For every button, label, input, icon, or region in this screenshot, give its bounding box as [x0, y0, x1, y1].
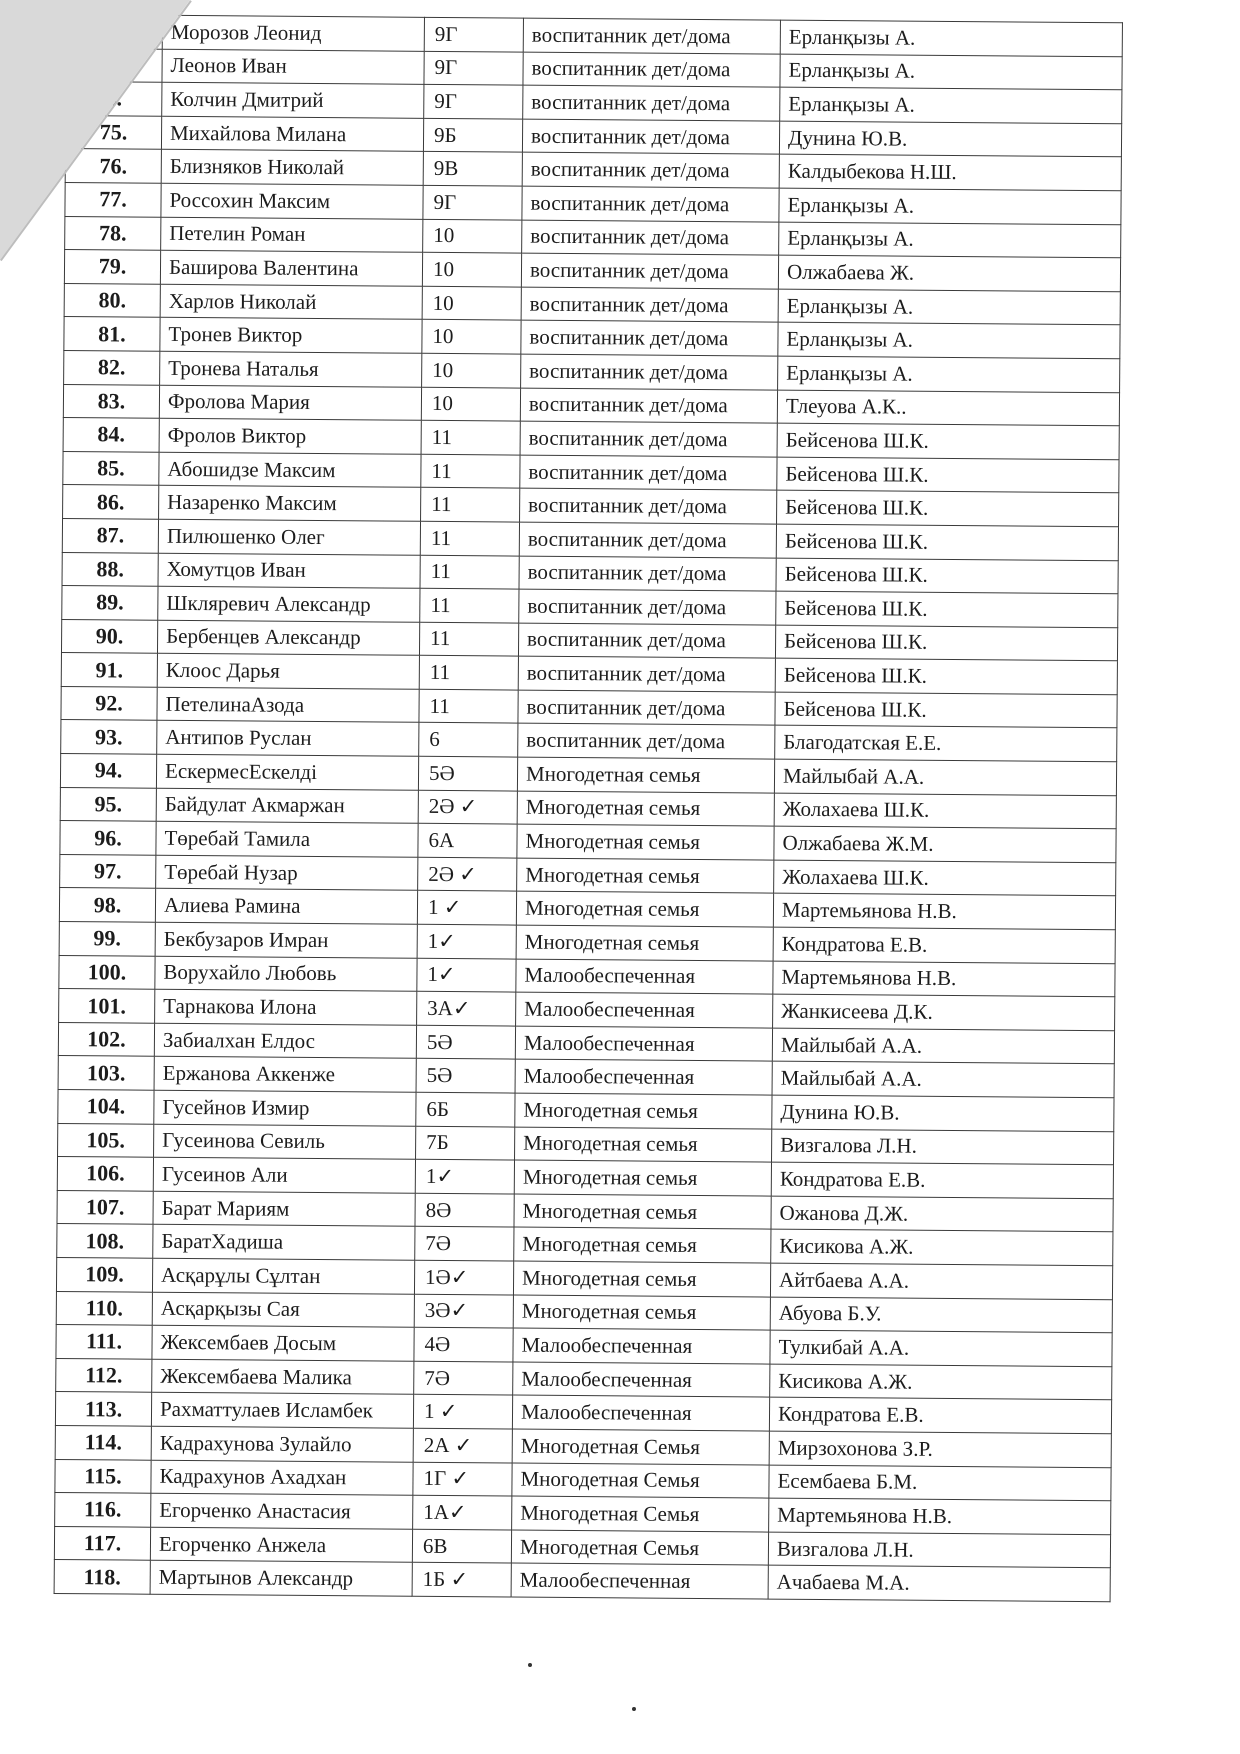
row-number: 90.	[61, 619, 157, 653]
teacher-cell: Кондратова Е.В.	[773, 927, 1115, 963]
student-name: Шкляревич Александр	[158, 586, 420, 622]
category-cell: Малообеспеченная	[511, 1563, 768, 1599]
teacher-cell: Бейсенова Ш.К.	[775, 625, 1117, 661]
category-cell: Малообеспеченная	[516, 959, 773, 995]
class-cell: 1✓	[417, 958, 516, 992]
class-cell: 9Г	[424, 85, 523, 119]
category-cell: воспитанник дет/дома	[519, 522, 776, 558]
teacher-cell: Бейсенова Ш.К.	[776, 524, 1118, 560]
class-cell: 4Ә	[414, 1327, 513, 1361]
student-name: Хомутцов Иван	[158, 553, 420, 589]
category-cell: воспитанник дет/дома	[520, 488, 777, 524]
category-cell: воспитанник дет/дома	[521, 287, 778, 323]
class-cell: 6	[419, 723, 518, 757]
row-number: 98.	[59, 888, 155, 922]
row-number: 117.	[54, 1526, 150, 1560]
row-number: 80.	[64, 283, 160, 317]
class-cell: 2А ✓	[413, 1428, 512, 1462]
table-row	[54, 1560, 1110, 1602]
row-number: 103.	[58, 1056, 154, 1090]
category-cell: Малообеспеченная	[512, 1395, 769, 1431]
class-cell: 1Б ✓	[412, 1563, 511, 1597]
category-cell: воспитанник дет/дома	[521, 253, 778, 289]
teacher-cell: Визгалова Л.Н.	[772, 1129, 1114, 1165]
student-name: Жексембаева Малика	[152, 1359, 414, 1395]
class-cell: 11	[419, 622, 518, 656]
student-name: Ворухайло Любовь	[155, 956, 417, 992]
teacher-cell: Мартемьянова Н.В.	[769, 1498, 1111, 1534]
student-name: Михайлова Милана	[161, 116, 423, 152]
row-number: 105.	[58, 1123, 154, 1157]
teacher-cell: Майлыбай А.А.	[772, 1028, 1114, 1064]
teacher-cell: Бейсенова Ш.К.	[777, 490, 1119, 526]
teacher-cell: Жолахаева Ш.К.	[774, 860, 1116, 896]
row-number: 102.	[58, 1022, 154, 1056]
category-cell: Многодетная Семья	[511, 1530, 768, 1566]
class-cell: 2Ә ✓	[418, 790, 517, 824]
student-name: Гусеинов Али	[153, 1157, 415, 1193]
teacher-cell: Майлыбай А.А.	[774, 759, 1116, 795]
category-cell: Многодетная семья	[514, 1194, 771, 1230]
student-name: Харлов Николай	[160, 284, 422, 320]
teacher-cell: Визгалова Л.Н.	[768, 1532, 1110, 1568]
class-cell: 11	[420, 588, 519, 622]
row-number: 114.	[55, 1425, 151, 1459]
row-number: 111.	[56, 1325, 152, 1359]
student-name: Егорченко Анастасия	[151, 1493, 413, 1529]
row-number: 109.	[56, 1257, 152, 1291]
category-cell: Многодетная семья	[514, 1227, 771, 1263]
class-cell: 11	[421, 454, 520, 488]
category-cell: Малообеспеченная	[515, 1059, 772, 1095]
category-cell: воспитанник дет/дома	[522, 220, 779, 256]
category-cell: воспитанник дет/дома	[522, 186, 779, 222]
student-name: Баширова Валентина	[160, 250, 422, 286]
student-name: Төребай Тамила	[156, 821, 418, 857]
class-cell: 10	[422, 286, 521, 320]
student-name: Россохин Максим	[161, 183, 423, 219]
teacher-cell: Мартемьянова Н.В.	[773, 894, 1115, 930]
class-cell: 6Б	[416, 1092, 515, 1126]
row-number: 96.	[60, 821, 156, 855]
category-cell: воспитанник дет/дома	[518, 724, 775, 760]
category-cell: Многодетная семья	[513, 1295, 770, 1331]
class-cell: 10	[422, 252, 521, 286]
teacher-cell: Бейсенова Ш.К.	[776, 591, 1118, 627]
class-cell: 1 ✓	[417, 891, 516, 925]
student-name: Асқарқызы Сая	[152, 1292, 414, 1328]
row-number: 85.	[63, 451, 159, 485]
row-number: 112.	[56, 1358, 152, 1392]
teacher-cell: Тлеуова А.К..	[777, 390, 1119, 426]
student-name: Морозов Леонид	[162, 15, 424, 51]
category-cell: воспитанник дет/дома	[521, 354, 778, 390]
class-cell: 7Ә	[415, 1227, 514, 1261]
category-cell: воспитанник дет/дома	[519, 589, 776, 625]
student-name: Гусейнов Измир	[154, 1090, 416, 1126]
row-number: 88.	[62, 552, 158, 586]
class-cell: 10	[421, 387, 520, 421]
row-number: 104.	[58, 1089, 154, 1123]
class-cell: 7Ә	[414, 1361, 513, 1395]
row-number: 100.	[59, 955, 155, 989]
category-cell: воспитанник дет/дома	[523, 18, 780, 54]
class-cell: 1А✓	[413, 1495, 512, 1529]
teacher-cell: Калдыбекова Н.Ш.	[779, 154, 1121, 190]
category-cell: Многодетная семья	[515, 1127, 772, 1163]
student-name: Колчин Дмитрий	[162, 82, 424, 118]
row-number: 107.	[57, 1190, 153, 1224]
student-name: Барат Мариям	[153, 1191, 415, 1227]
student-name: Кадрахунов Ахадхан	[151, 1460, 413, 1496]
row-number: 94.	[60, 754, 156, 788]
row-number: 113.	[55, 1392, 151, 1426]
category-cell: Многодетная семья	[516, 925, 773, 961]
row-number: 95.	[60, 787, 156, 821]
teacher-cell: Тулкибай А.А.	[770, 1330, 1112, 1366]
row-number: 78.	[65, 216, 161, 250]
class-cell: 7Б	[416, 1126, 515, 1160]
row-number: 75.	[65, 115, 161, 149]
class-cell: 5Ә	[416, 1059, 515, 1093]
class-cell: 1Ә✓	[414, 1260, 513, 1294]
row-number: 76.	[65, 149, 161, 183]
student-name: Фролова Мария	[159, 385, 421, 421]
category-cell: Малообеспеченная	[513, 1328, 770, 1364]
category-cell: Многодетная семья	[516, 892, 773, 928]
scan-speck	[528, 1663, 532, 1667]
student-name: Антипов Руслан	[157, 721, 419, 757]
row-number: 89.	[62, 586, 158, 620]
student-name: Абошидзе Максим	[159, 452, 421, 488]
teacher-cell: Кисикова А.Ж.	[770, 1364, 1112, 1400]
student-name: Близняков Николай	[161, 150, 423, 186]
class-cell: 10	[423, 219, 522, 253]
student-name: Төребай Нузар	[156, 855, 418, 891]
row-number: 110.	[56, 1291, 152, 1325]
teacher-cell: Ерланқызы А.	[779, 188, 1121, 224]
category-cell: воспитанник дет/дома	[520, 421, 777, 457]
category-cell: Многодетная семья	[515, 1093, 772, 1129]
row-number: 79.	[64, 250, 160, 284]
row-number: 116.	[55, 1493, 151, 1527]
teacher-cell: Олжабаева Ж.	[778, 255, 1120, 291]
student-name: Тронева Наталья	[160, 351, 422, 387]
student-name: Мартынов Александр	[150, 1561, 412, 1597]
row-number: 97.	[60, 854, 156, 888]
category-cell: Многодетная семья	[517, 858, 774, 894]
class-cell: 9В	[423, 152, 522, 186]
teacher-cell: Мартемьянова Н.В.	[773, 961, 1115, 997]
category-cell: воспитанник дет/дома	[523, 52, 780, 88]
class-cell: 11	[421, 420, 520, 454]
teacher-cell: Бейсенова Ш.К.	[775, 692, 1117, 728]
class-cell: 1✓	[415, 1159, 514, 1193]
row-number: 81.	[64, 317, 160, 351]
teacher-cell: Ерланқызы А.	[778, 289, 1120, 325]
row-number: 99.	[59, 922, 155, 956]
document-sheet	[54, 14, 1122, 1602]
teacher-cell: Бейсенова Ш.К.	[775, 658, 1117, 694]
category-cell: воспитанник дет/дома	[522, 119, 779, 155]
class-cell: 6А	[418, 824, 517, 858]
student-name: Петелин Роман	[161, 217, 423, 253]
class-cell: 9Г	[424, 17, 523, 51]
student-name: Забиалхан Елдос	[154, 1023, 416, 1059]
student-name: Бекбузаров Имран	[155, 922, 417, 958]
student-name: Ержанова Аккенже	[154, 1057, 416, 1093]
class-cell: 1✓	[417, 924, 516, 958]
class-cell: 5Ә	[418, 756, 517, 790]
teacher-cell: Ачабаева М.А.	[768, 1565, 1110, 1601]
teacher-cell: Благодатская Е.Е.	[775, 726, 1117, 762]
teacher-cell: Ожанова Д.Ж.	[771, 1196, 1113, 1232]
class-cell: 11	[421, 488, 520, 522]
student-name: Гусеинова Севиль	[154, 1124, 416, 1160]
row-number: 86.	[63, 485, 159, 519]
category-cell: воспитанник дет/дома	[518, 656, 775, 692]
category-cell: Малообеспеченная	[513, 1362, 770, 1398]
class-cell: 3А✓	[417, 992, 516, 1026]
category-cell: Многодетная семья	[514, 1160, 771, 1196]
student-table	[54, 14, 1123, 1602]
teacher-cell: Ерланқызы А.	[780, 54, 1122, 90]
teacher-cell: Бейсенова Ш.К.	[776, 558, 1118, 594]
class-cell: 3Ә✓	[414, 1294, 513, 1328]
student-name: Пилюшенко Олег	[158, 519, 420, 555]
student-name: Фролов Виктор	[159, 418, 421, 454]
class-cell: 9Г	[423, 185, 522, 219]
student-name: Назаренко Максим	[159, 486, 421, 522]
class-cell: 9Г	[424, 51, 523, 85]
row-number: 115.	[55, 1459, 151, 1493]
class-cell: 6В	[412, 1529, 511, 1563]
row-number: 77.	[65, 182, 161, 216]
student-name: Кадрахунова Зулайло	[151, 1426, 413, 1462]
class-cell: 10	[422, 320, 521, 354]
student-name: ПетелинаАзода	[157, 687, 419, 723]
teacher-cell: Есембаева Б.М.	[769, 1465, 1111, 1501]
teacher-cell: Ерланқызы А.	[778, 322, 1120, 358]
student-name: Бербенцев Александр	[157, 620, 419, 656]
teacher-cell: Дунина Ю.В.	[772, 1095, 1114, 1131]
row-number: 83.	[63, 384, 159, 418]
scan-speck	[632, 1707, 636, 1711]
class-cell: 8Ә	[415, 1193, 514, 1227]
teacher-cell: Бейсенова Ш.К.	[777, 457, 1119, 493]
category-cell: Многодетная семья	[517, 791, 774, 827]
teacher-cell: Кондратова Е.В.	[771, 1162, 1113, 1198]
student-name: Асқарұлы Сұлтан	[152, 1258, 414, 1294]
student-name: Жексембаев Досым	[152, 1325, 414, 1361]
teacher-cell: Айтбаева А.А.	[770, 1263, 1112, 1299]
row-number: 82.	[64, 350, 160, 384]
category-cell: воспитанник дет/дома	[522, 152, 779, 188]
student-name: Леонов Иван	[162, 49, 424, 85]
class-cell: 1Г ✓	[413, 1462, 512, 1496]
class-cell: 5Ә	[416, 1025, 515, 1059]
teacher-cell: Ерланқызы А.	[780, 20, 1122, 56]
teacher-cell: Абуова Б.У.	[770, 1297, 1112, 1333]
class-cell: 1 ✓	[413, 1395, 512, 1429]
teacher-cell: Ерланқызы А.	[778, 356, 1120, 392]
category-cell: воспитанник дет/дома	[523, 85, 780, 121]
student-name: БаратХадиша	[153, 1225, 415, 1261]
student-name: Тарнакова Илона	[155, 989, 417, 1025]
category-cell: воспитанник дет/дома	[518, 690, 775, 726]
teacher-cell: Дунина Ю.В.	[779, 121, 1121, 157]
row-number: 93.	[61, 720, 157, 754]
row-number: 118.	[54, 1560, 150, 1594]
category-cell: Многодетная семья	[517, 824, 774, 860]
row-number: 87.	[62, 518, 158, 552]
class-cell: 11	[420, 521, 519, 555]
category-cell: воспитанник дет/дома	[520, 388, 777, 424]
row-number: 106.	[57, 1157, 153, 1191]
class-cell: 10	[422, 353, 521, 387]
teacher-cell: Мирзохонова З.Р.	[769, 1431, 1111, 1467]
student-name: Байдулат Акмаржан	[156, 788, 418, 824]
teacher-cell: Ерланқызы А.	[779, 222, 1121, 258]
student-name: ЕскермесЕскелді	[156, 754, 418, 790]
category-cell: Многодетная Семья	[512, 1463, 769, 1499]
teacher-cell: Кисикова А.Ж.	[771, 1229, 1113, 1265]
category-cell: воспитанник дет/дома	[518, 623, 775, 659]
row-number: 92.	[61, 686, 157, 720]
category-cell: Многодетная Семья	[512, 1496, 769, 1532]
teacher-cell: Жолахаева Ш.К.	[774, 793, 1116, 829]
category-cell: воспитанник дет/дома	[519, 556, 776, 592]
row-number: 91.	[61, 653, 157, 687]
row-number: 4.	[66, 82, 162, 116]
row-number: 101.	[59, 989, 155, 1023]
row-number: 84.	[63, 418, 159, 452]
student-name: Рахматтулаев Исламбек	[151, 1393, 413, 1429]
student-name: Клоос Дарья	[157, 654, 419, 690]
teacher-cell: Ерланқызы А.	[780, 87, 1122, 123]
student-name: Егорченко Анжела	[150, 1527, 412, 1563]
row-number: 108.	[57, 1224, 153, 1258]
category-cell: Многодетная семья	[513, 1261, 770, 1297]
category-cell: Малообеспеченная	[516, 992, 773, 1028]
student-table-body	[54, 15, 1122, 1602]
class-cell: 11	[419, 656, 518, 690]
class-cell: 11	[419, 689, 518, 723]
category-cell: Многодетная Семья	[512, 1429, 769, 1465]
class-cell: 11	[420, 555, 519, 589]
teacher-cell: Кондратова Е.В.	[769, 1397, 1111, 1433]
class-cell: 9Б	[423, 118, 522, 152]
teacher-cell: Бейсенова Ш.К.	[777, 423, 1119, 459]
category-cell: Многодетная семья	[517, 757, 774, 793]
student-name: Тронев Виктор	[160, 318, 422, 354]
category-cell: воспитанник дет/дома	[520, 455, 777, 491]
class-cell: 2Ә ✓	[418, 857, 517, 891]
category-cell: Малообеспеченная	[515, 1026, 772, 1062]
category-cell: воспитанник дет/дома	[521, 320, 778, 356]
teacher-cell: Жанкисеева Д.К.	[773, 994, 1115, 1030]
teacher-cell: Майлыбай А.А.	[772, 1061, 1114, 1097]
teacher-cell: Олжабаева Ж.М.	[774, 826, 1116, 862]
student-name: Алиева Рамина	[155, 889, 417, 925]
